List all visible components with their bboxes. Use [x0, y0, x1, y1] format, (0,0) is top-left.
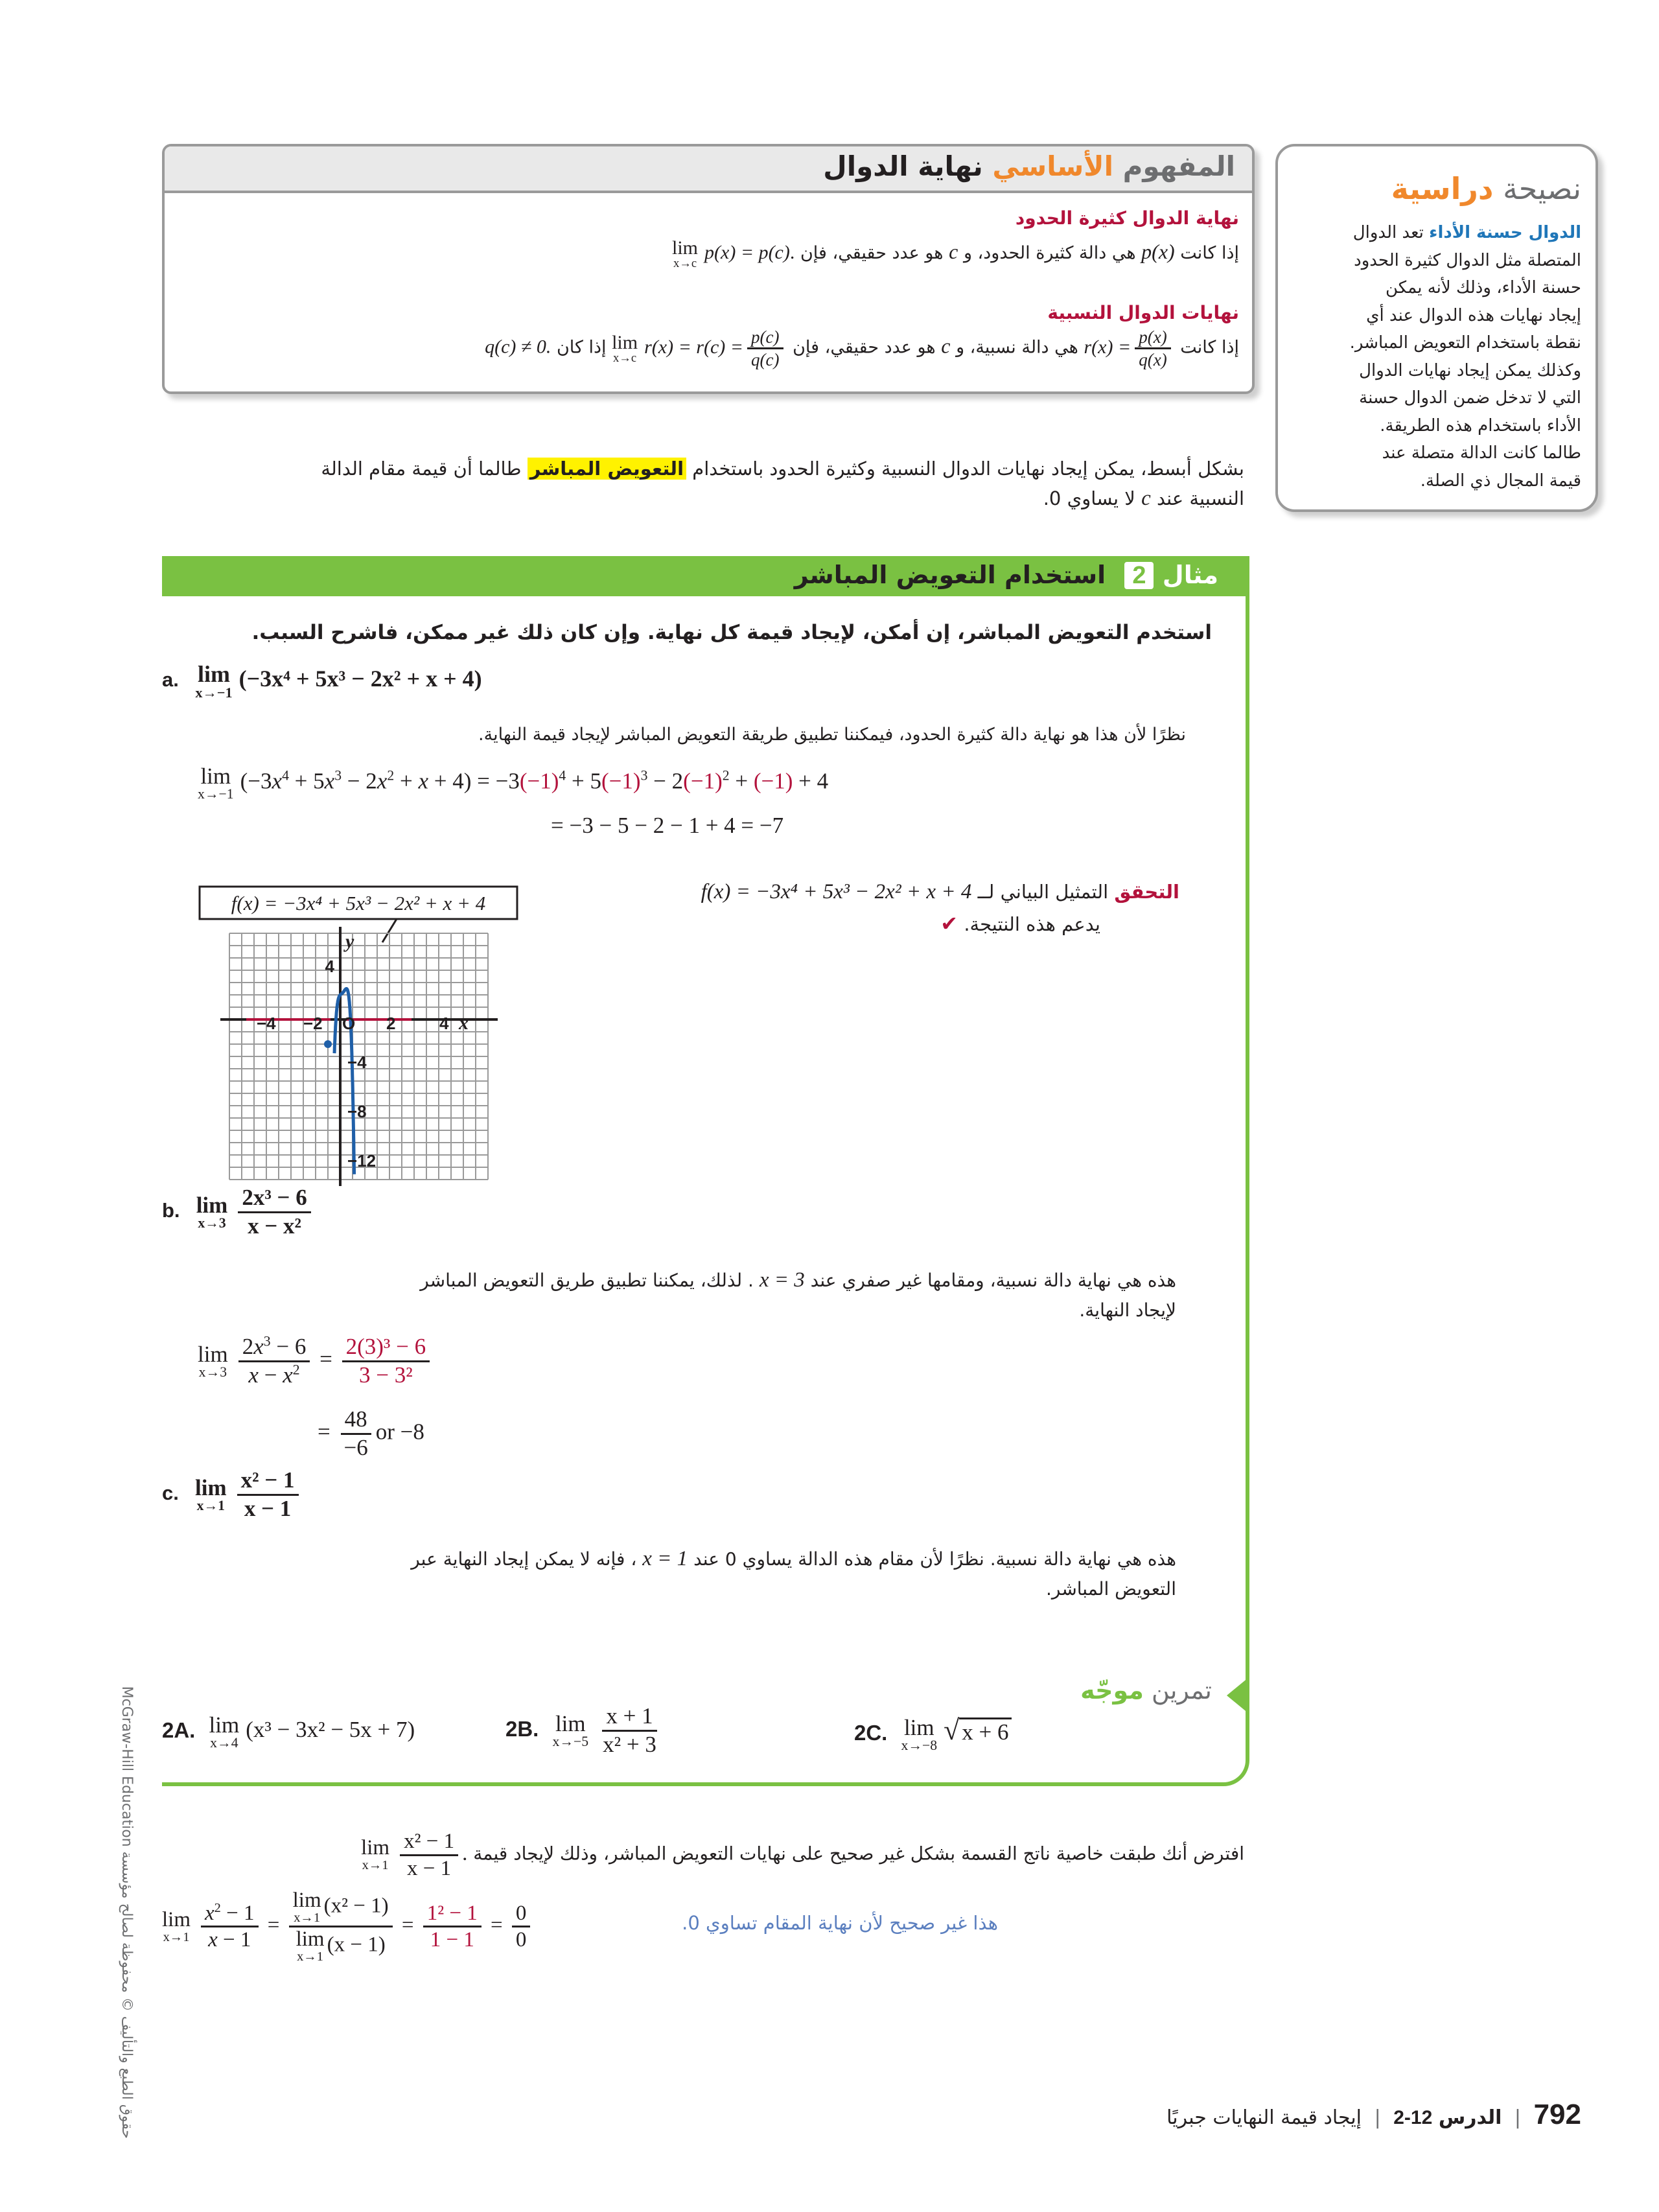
study-tip-line: إيجاد نهايات هذه الدوال عند أي	[1366, 305, 1581, 325]
part-c-explain-3: التعويض المباشر.	[1045, 1578, 1176, 1600]
part-a-check	[701, 880, 1179, 904]
graph-tick-x-neg4: −4	[257, 1014, 276, 1033]
intro-line2-end: لا يساوي 0.	[1043, 487, 1135, 509]
part-b-denominator: x − x²	[248, 1213, 301, 1239]
poly-text-mid: هي دالة كثيرة الحدود، و	[963, 243, 1136, 264]
rational-func-lhs: r(x) =	[1084, 336, 1131, 358]
rational-c: c	[941, 334, 951, 358]
poly-limit-statement	[672, 239, 1239, 270]
footer-lesson-title: إيجاد قيمة النهايات جبريًا	[1166, 2106, 1362, 2129]
graph-tick-y-neg12: −12	[347, 1151, 377, 1170]
example-header-label	[795, 561, 1218, 590]
rational-func	[1084, 327, 1175, 370]
rational-text-start: إذا كانت	[1180, 337, 1239, 358]
part-a-explanation: نظرًا لأن هذا هو نهاية دالة كثيرة الحدود، فيمكننا تطبيق طريقة التعويض المباشر لإيجاد قيمة النهاية.	[478, 725, 1186, 745]
part-a-expression: (−3x⁴ + 5x³ − 2x² + x + 4)	[238, 666, 482, 692]
key-concept-title	[823, 150, 1235, 182]
part-b-explain-1: هذه هي نهاية دالة نسبية، ومقامها غير صفري عند	[810, 1270, 1176, 1291]
part-b-result-num: 48	[341, 1408, 371, 1435]
practice-2A-lim-sub: x→4	[210, 1735, 238, 1751]
part-a-step1: lim x→−1 $(-3x^4 + 5x^3 - 2x^2 + x + 4) = -3(-1)^4 + 5(-1)^3 - 2(-1)^2 + (-1) + 4$	[198, 763, 829, 802]
side-copyright: حقوق الطبع والتأليف © محفوظة لصالح مؤسسة McGraw-Hill Education	[119, 1686, 135, 2139]
practice-2A: 2A. lim x→4 (x³ − 3x² − 5x + 7)	[162, 1712, 415, 1751]
part-a-problem: a. lim x→−1 (−3x⁴ + 5x³ − 2x² + x + 4)	[162, 661, 482, 701]
check-function: f(x) = −3x⁴ + 5x³ − 2x² + x + 4	[701, 880, 972, 903]
rational-limit-statement	[485, 328, 1239, 369]
practice-2B-denominator: x² + 3	[603, 1731, 656, 1757]
graph-x-label: x	[459, 1012, 469, 1034]
part-a-lim-sub: x→−1	[195, 684, 233, 701]
part-b-substituted-num: 2(3)³ − 6	[342, 1335, 430, 1362]
guided-practice-highlight: موجّه	[1080, 1676, 1144, 1705]
practice-2A-expression: (x³ − 3x² − 5x + 7)	[246, 1717, 415, 1743]
study-tip-title-highlight: دراسية	[1391, 171, 1494, 206]
misconception-sentence: افترض أنك طبقت خاصية ناتج القسمة بشكل غير صحيح على نهايات التعويض المباشر، وذلك لإيجاد قيمة	[473, 1843, 1244, 1865]
rational-formula-lhs: r(x) = r(c) =	[644, 336, 744, 358]
study-tip-subheading: الدوال حسنة الأداء	[1429, 223, 1581, 242]
part-b-problem: b. lim x→3 $\frac{\text{2x³ − 6}}{\text{x − x²}}$	[162, 1186, 315, 1239]
part-b-result-value: or −8	[375, 1419, 424, 1445]
graph-tick-y-neg8: −8	[347, 1102, 367, 1121]
rational-condition-value: q(c) ≠ 0	[485, 336, 546, 358]
rational-formula-num: p(c)	[747, 328, 783, 349]
rational-func-den: q(x)	[1139, 350, 1167, 370]
page-number: 792	[1533, 2099, 1581, 2130]
intro-c: c	[1141, 487, 1151, 510]
graph-tick-x-neg2: −2	[303, 1014, 323, 1033]
check-word: التحقق	[1114, 881, 1179, 903]
misconception-numerator: x² − 1	[400, 1830, 458, 1856]
intro-line2-start: النسبية عند	[1156, 487, 1244, 509]
part-a-step2: = −3 − 5 − 2 − 1 + 4 = −7	[551, 813, 784, 838]
study-tip-title	[1391, 171, 1581, 206]
part-c-explain-2: ، فإنه لا يمكن إيجاد النهاية عبر	[411, 1548, 637, 1570]
footer-lesson-word: الدرس	[1438, 2106, 1502, 2129]
poly-text-start: إذا كانت	[1180, 243, 1239, 264]
guided-practice-marker	[1227, 1677, 1249, 1714]
part-b-step2: = $\frac{48}{-6}$ or −8	[318, 1406, 424, 1460]
part-c-explain-eq: x = 1	[642, 1547, 688, 1570]
graph-point	[324, 1040, 332, 1048]
graph-origin-label: O	[342, 1014, 356, 1033]
misconception-work: lim x→1 $\frac{x^2 - 1}{x - 1}$ = lim x→1 (x² − 1) lim x→1 (x − 1) = $\frac{\text{1² − 1}}{1 - 1}$ = $\frac{0}{0}$	[162, 1890, 534, 1964]
check-support-text: يدعم هذه النتيجة.	[964, 913, 1100, 935]
key-concept-title-main: نهاية الدوال	[823, 150, 983, 182]
part-b-explain-eq: x = 3	[759, 1268, 805, 1292]
rational-text-mid: هي دالة نسبية، و	[956, 337, 1078, 358]
example-label: مثال	[1162, 561, 1218, 589]
misconception-text: افترض أنك طبقت خاصية ناتج القسمة بشكل غير صحيح على نهايات التعويض المباشر، وذلك لإيجاد قيمة lim x→1 $\frac{\text{x² − 1}}{x - 1}$ .	[361, 1830, 1244, 1880]
key-concept-box	[162, 144, 1255, 394]
part-a-graph	[188, 881, 538, 1186]
study-tip-line: طالما كانت الدالة متصلة عند	[1382, 443, 1581, 463]
poly-formula-text: p(x) = p(c)	[704, 242, 790, 264]
part-c-lim-sub: x→1	[196, 1497, 225, 1513]
page-footer: 792 | الدرس 12-2 | إيجاد قيمة النهايات جبريًا	[1166, 2099, 1581, 2130]
intro-paragraph	[175, 454, 1244, 513]
practice-2B-numerator: x + 1	[602, 1705, 656, 1732]
rational-func-num: p(x)	[1135, 328, 1170, 349]
rational-limit-heading: نهايات الدوال النسبية	[1047, 302, 1239, 323]
intro-highlight-term: التعويض المباشر	[528, 458, 686, 480]
footer-lesson-number: 12-2	[1393, 2107, 1433, 2128]
study-tip-line: التي لا تدخل ضمن الدوال حسنة	[1359, 388, 1581, 408]
part-c-explanation	[217, 1544, 1176, 1604]
guided-practice-word: تمرين	[1151, 1676, 1212, 1705]
check-line2	[940, 911, 1100, 936]
part-c-denominator: x − 1	[244, 1495, 292, 1521]
misconception-split-num: (x² − 1)	[323, 1894, 389, 1918]
rational-condition: q(c) ≠ 0.	[485, 336, 551, 358]
misconception-zero-den: 0	[515, 1928, 527, 1952]
poly-c: c	[949, 240, 958, 264]
poly-func: p(x)	[1141, 240, 1175, 264]
study-tip-line: تعد الدوال	[1352, 223, 1424, 242]
poly-formula: lim x→c p(x) = p(c).	[672, 237, 795, 270]
part-b-explain-3: لإيجاد النهاية.	[1079, 1299, 1176, 1321]
rational-text-end: هو عدد حقيقي، فإن	[793, 337, 936, 358]
study-tip-line: نقطة باستخدام التعويض المباشر.	[1349, 333, 1581, 353]
misconception-value-den: 1 − 1	[430, 1928, 474, 1952]
study-tip-line: الأداء باستخدام هذه الطريقة.	[1380, 415, 1581, 436]
poly-limit-heading: نهاية الدوال كثيرة الحدود	[1015, 207, 1239, 229]
part-b-explain-2: . لذلك، يمكننا تطبيق طريق التعويض المباشر	[420, 1270, 754, 1291]
practice-2B-lim-sub: x→−5	[552, 1733, 589, 1749]
misconception-split-den: (x − 1)	[327, 1933, 386, 1957]
intro-part2: طالما أن قيمة مقام الدالة	[321, 458, 522, 480]
example-number-badge: 2	[1124, 562, 1154, 589]
practice-2A-label: 2A.	[162, 1718, 196, 1743]
study-tip-line: حسنة الأداء، وذلك لأنه يمكن	[1386, 278, 1581, 297]
key-concept-header	[165, 146, 1252, 193]
guided-practice-title	[1080, 1676, 1212, 1705]
check-text: التمثيل البياني لــ	[977, 881, 1109, 903]
practice-2C-lim-sub: x→−8	[901, 1737, 938, 1753]
misconception-denominator: x − 1	[407, 1856, 452, 1880]
graph-y-label: y	[345, 931, 354, 952]
part-c-label: c.	[162, 1482, 179, 1505]
study-tip-line: قيمة المجال ذي الصلة.	[1420, 471, 1581, 491]
part-b-numerator: 2x³ − 6	[238, 1186, 310, 1213]
part-b-lim-sub: x→3	[198, 1215, 226, 1231]
study-tip-line: المتصلة مثل الدوال كثيرة الحدود	[1354, 250, 1581, 270]
study-tip-line: وكذلك يمكن إيجاد نهايات الدوال	[1359, 360, 1581, 380]
graph-function-label: f(x) = −3x⁴ + 5x³ − 2x² + x + 4	[231, 892, 486, 914]
part-c-explain-1: هذه هي نهاية دالة نسبية. نظرًا لأن مقام هذه الدالة يساوي 0 عند	[693, 1548, 1176, 1570]
practice-2B: 2B. lim x→−5 $\frac{x + 1}{\text{x² + 3}}$	[505, 1705, 664, 1757]
study-tip-title-word: نصيحة	[1503, 171, 1581, 206]
practice-2C-radicand: x + 6	[959, 1717, 1011, 1745]
graph-tick-y-4: 4	[325, 957, 334, 976]
practice-2C-label: 2C.	[854, 1721, 888, 1745]
poly-text-end: هو عدد حقيقي، فإن	[800, 243, 944, 264]
practice-2C: 2C. lim x→−8 √ x + 6	[854, 1714, 1012, 1752]
check-mark-icon: ✔	[940, 911, 958, 936]
misconception-note: هذا غير صحيح لأن نهاية المقام تساوي 0.	[682, 1912, 998, 1934]
rational-formula-den: q(c)	[751, 350, 780, 370]
part-b-substituted-den: 3 − 3²	[358, 1362, 413, 1388]
graph-tick-x-2: 2	[386, 1014, 396, 1033]
rational-formula: lim x→c r(x) = r(c) = $\frac{p(c)}{q(c)}$	[612, 336, 787, 358]
misconception-zero-num: 0	[512, 1902, 531, 1928]
part-b-result-den: −6	[343, 1434, 368, 1460]
graph-tick-y-neg4: −4	[347, 1053, 367, 1072]
part-b-label: b.	[162, 1199, 180, 1222]
part-b-step1: lim x→3 $\frac{2x^3 - 6}{x - x^2}$ = $\frac{\text{2(3)³ − 6}}{\text{3 − 3²}}$	[198, 1335, 434, 1388]
key-concept-title-highlight: الأساسي	[992, 150, 1113, 182]
practice-2B-label: 2B.	[505, 1717, 539, 1741]
part-a-label: a.	[162, 668, 179, 692]
study-tip-body	[1290, 219, 1581, 495]
rational-condition-text: إذا كان	[556, 337, 607, 358]
misconception-lim-sub: x→1	[163, 1930, 190, 1945]
study-tip-box	[1275, 144, 1598, 512]
graph-tick-x-4: 4	[439, 1014, 449, 1033]
example-instruction: استخدم التعويض المباشر، إن أمكن، لإيجاد قيمة كل نهاية. وإن كان ذلك غير ممكن، فاشرح السبب.	[251, 621, 1212, 644]
intro-part1: بشكل أبسط، يمكن إيجاد نهايات الدوال النسبية وكثيرة الحدود باستخدام	[692, 458, 1244, 480]
example-title: استخدام التعويض المباشر	[794, 561, 1106, 589]
part-b-explanation	[217, 1265, 1176, 1325]
key-concept-title-prefix: المفهوم	[1122, 150, 1235, 182]
misconception-value-num: 1² − 1	[423, 1902, 481, 1928]
example-header	[162, 556, 1249, 596]
part-c-numerator: x² − 1	[237, 1469, 299, 1496]
part-c-problem: c. lim x→1 $\frac{\text{x² − 1}}{x - 1}$	[162, 1469, 303, 1521]
